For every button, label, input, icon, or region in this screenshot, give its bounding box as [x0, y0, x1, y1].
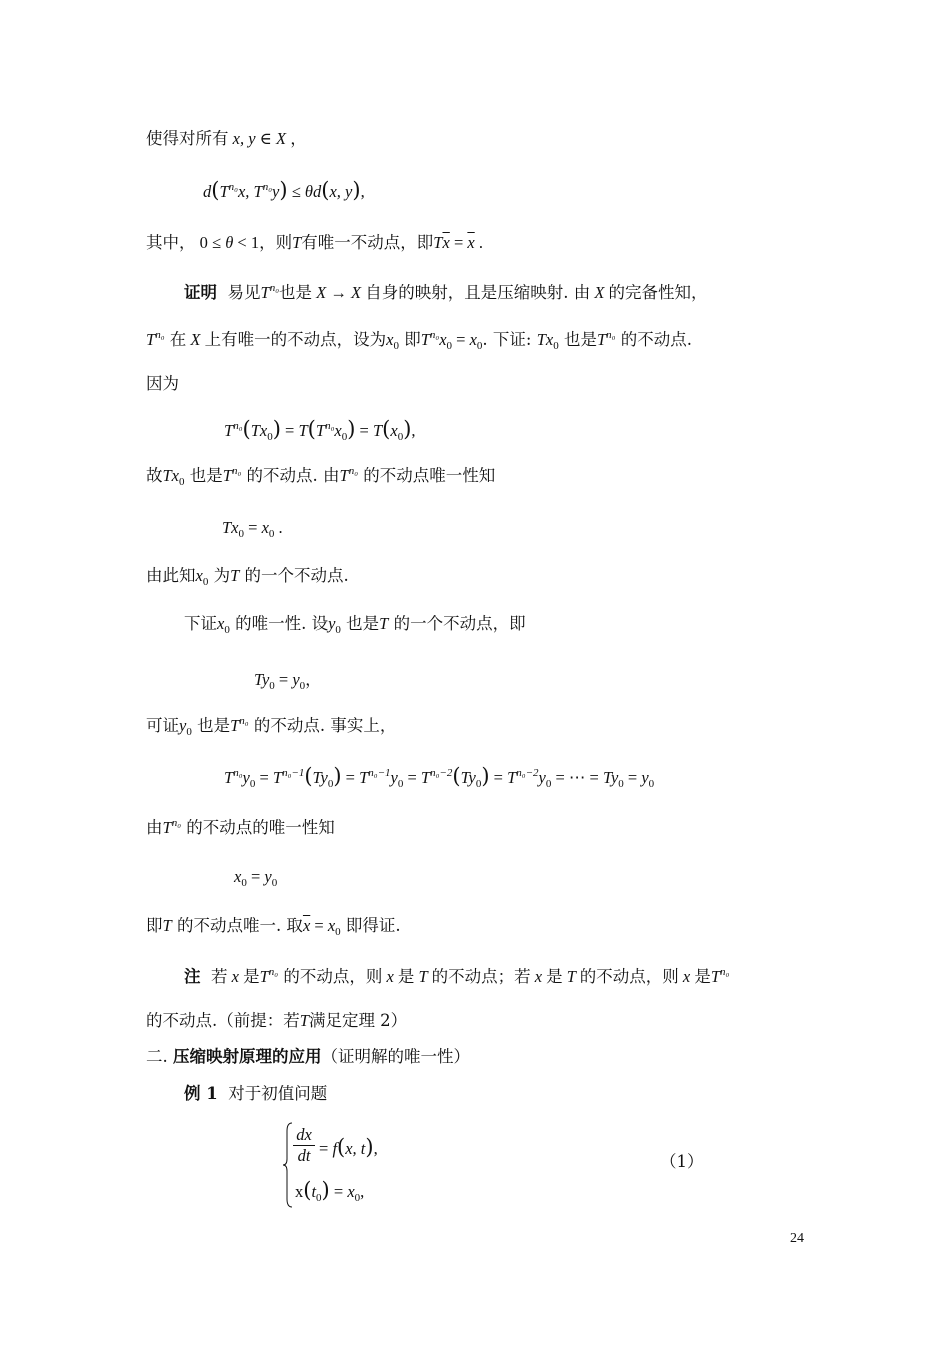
equation-system: $\frac{dx}{dt}$ = f(x, t), $x(t_0) = x_0$,: [283, 1121, 403, 1209]
text-line: 注 若 x 是$T^{n_0}$ 的不动点，则 x 是 T 的不动点；若 x 是 T 的不动点，则 x 是$T^{n_0}$: [184, 966, 730, 986]
fraction-dxdt: $\frac{dx}{dt}$: [293, 1125, 315, 1166]
note-label: 注: [184, 967, 201, 986]
example-label: 例 1: [184, 1084, 218, 1103]
text-line: 因为: [146, 374, 179, 393]
text-line: 使得对所有 x, y ∈ X ，: [146, 129, 307, 148]
equation-contraction: $d(T^{n_0}x$, $T^{n_0}y) \le \theta d(x$, y),: [203, 178, 365, 202]
text-line: 由此知$x_0$ 为T 的一个不动点.: [146, 566, 349, 588]
equation-ty0: $Ty_0 = y_0$，: [254, 670, 322, 692]
text-line: 其中， 0 ≤ θ < 1，则T有唯一不动点，即$T\overline{x} = \overline{x}$ .: [146, 233, 483, 252]
section-title: 压缩映射原理的应用: [173, 1047, 322, 1066]
section-heading: 二. 压缩映射原理的应用（证明解的唯一性）: [146, 1047, 470, 1066]
text-line: 故$Tx_0$ 也是$T^{n_0}$ 的不动点. 由$T^{n_0}$ 的不动点唯一性知: [146, 465, 496, 488]
equation-tag: （1）: [660, 1152, 704, 1171]
proof-label: 证明: [184, 283, 217, 302]
page-number: 24: [790, 1231, 804, 1246]
text-line: 即T 的不动点唯一. 取$\overline{x} = x_0$ 即得证.: [146, 916, 401, 938]
text-line: 证明 易见$T^{n_0}$也是 X → X 自身的映射，且是压缩映射. 由 X 的完备性知，: [184, 282, 708, 302]
example-heading: 例 1 对于初值问题: [184, 1084, 328, 1103]
text-line: 的不动点.（前提：若T满足定理 2）: [146, 1011, 408, 1030]
text-line: 由$T^{n_0}$ 的不动点的唯一性知: [146, 817, 335, 837]
brace-icon: [283, 1121, 293, 1209]
equation-tx0: $Tx_0 = x_0$ .: [222, 518, 283, 540]
equation-x0-y0: $x_0 = y_0$: [234, 867, 278, 889]
text-line: 下证$x_0$ 的唯一性. 设$y_0$ 也是T 的一个不动点，即: [184, 614, 526, 636]
text-line: 可证$y_0$ 也是$T^{n_0}$ 的不动点. 事实上，: [146, 715, 397, 738]
equation-chain: $T^{n_0}y_0 = T^{n_0-1}(Ty_0) = T^{n_0-1}y_0 = T^{n_0-2}(Ty_0) = T^{n_0-2}y_0$ = ⋯ = $Ty_0 = y_0$: [224, 764, 655, 790]
equation-fixed-point: $T^{n_0}(Tx_0) = T(T^{n_0}x_0) = T(x_0)$,: [224, 417, 416, 443]
text-line: $T^{n_0}$ 在 X 上有唯一的不动点，设为$x_0$ 即$T^{n_0}x_0 = x_0$. 下证: $Tx_0$ 也是$T^{n_0}$ 的不动点.: [146, 329, 692, 352]
